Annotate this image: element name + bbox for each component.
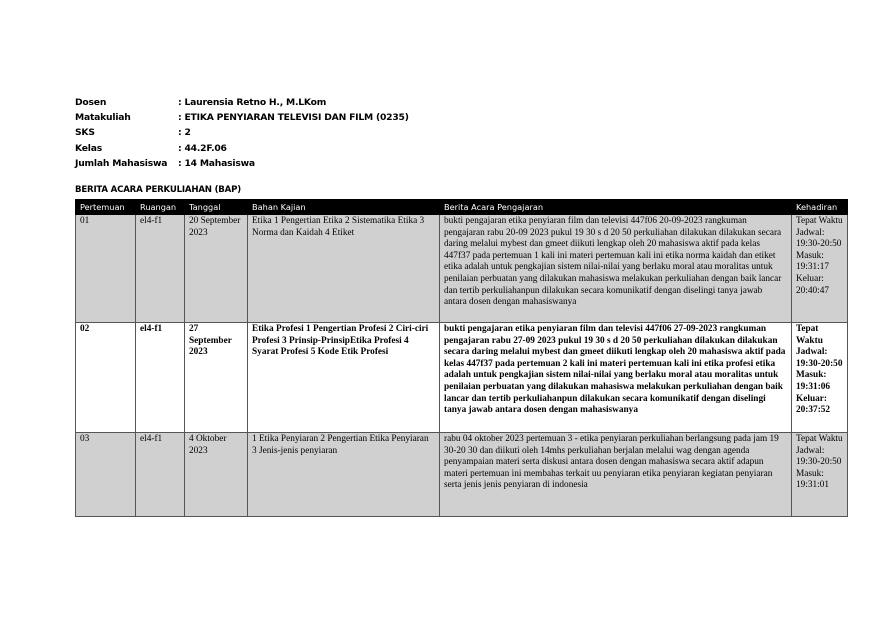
info-row-sks — [75, 125, 409, 140]
info-label: Dosen — [75, 97, 107, 108]
info-label: Matakuliah — [75, 112, 131, 124]
info-row-jumlah-mahasiswa — [75, 156, 409, 171]
cell-berita-acara: rabu 04 oktober 2023 pertemuan 3 - etika penyiaran perkuliahan berlangsung pada jam 19 30-20 30 dan diikuti oleh 14mhs perkuliahan berjalan melalui wag dengan agenda penyampaian materi serta diskusi antara dosen dengan mahasiswa secara aktif adapun materi pertemuan ini membahas terkait uu penyiaran etika penyiaran kegiatan penyiaran serta jenis jenis penyiaran di indonesia — [440, 433, 792, 517]
table-row — [76, 215, 848, 323]
info-label: Kelas — [75, 142, 103, 154]
info-value: : ETIKA PENYIARAN TELEVISI DAN FILM (0235) — [178, 112, 409, 124]
cell-tanggal: 27 September 2023 — [185, 323, 248, 433]
cell-kehadiran: Tepat Waktu Jadwal: 19:30-20:50 Masuk: 19:31:06 Keluar: 20:37:52 — [792, 323, 848, 433]
column-header-kehadiran: Kehadiran — [792, 200, 848, 215]
cell-ruangan: el4-f1 — [136, 323, 185, 433]
cell-berita-acara: bukti pengajaran etika penyiaran film dan televisi 447f06 20-09-2023 rangkuman pengajaran rabu 20-09 2023 pukul 19 30 s d 20 50 perkuliahan dilakukan dilakukan secara daring melalui mybest dan gmeet diikuti lengkap oleh 20 mahasiswa aktif pada kelas 447f37 pada pertemuan 1 kali ini materi pertemuan kali ini etika norma kaidah dan etiket etika adalah untuk pengkajian sistem nilai-nilai yang berlaku moral atau moralitas untuk penilaian perbuatan yang dilakukan mahasiswa melakukan perkuliahan dengan baik lancar dan tertib perkuliahanpun dilakukan secara komunikatif dengan diselingi tanya jawab antara dosen dengan mahasiswanya — [440, 215, 792, 323]
cell-bahan-kajian: 1 Etika Penyiaran 2 Pengertian Etika Penyiaran 3 Jenis-jenis penyiaran — [248, 433, 440, 517]
table-row — [76, 433, 848, 517]
cell-bahan-kajian: Etika 1 Pengertian Etika 2 Sistematika Etika 3 Norma dan Kaidah 4 Etiket — [248, 215, 440, 323]
column-header-pertemuan: Pertemuan — [76, 200, 136, 215]
cell-ruangan: el4-f1 — [136, 215, 185, 323]
cell-ruangan: el4-f1 — [136, 433, 185, 517]
cell-tanggal: 4 Oktober 2023 — [185, 433, 248, 517]
column-header-berita-acara: Berita Acara Pengajaran — [440, 200, 792, 215]
info-value: : Laurensia Retno H., M.LKom — [178, 97, 327, 108]
cell-kehadiran: Tepat Waktu Jadwal: 19:30-20:50 Masuk: 19:31:01 — [792, 433, 848, 517]
cell-pertemuan: 01 — [76, 215, 136, 323]
info-label: Jumlah Mahasiswa — [75, 157, 168, 169]
course-info — [75, 95, 409, 171]
info-row-matakuliah — [75, 110, 409, 125]
info-value: : 14 Mahasiswa — [178, 157, 255, 169]
cell-pertemuan: 02 — [76, 323, 136, 433]
cell-pertemuan: 03 — [76, 433, 136, 517]
column-header-bahan-kajian: Bahan Kajian — [248, 200, 440, 215]
table-header-row — [76, 200, 848, 215]
column-header-tanggal: Tanggal — [185, 200, 248, 215]
table-row — [76, 323, 848, 433]
cell-bahan-kajian: Etika Profesi 1 Pengertian Profesi 2 Ciri-ciri Profesi 3 Prinsip-PrinsipEtika Profesi 4 Syarat Profesi 5 Kode Etik Profesi — [248, 323, 440, 433]
bap-table — [75, 199, 848, 517]
info-label: SKS — [75, 127, 95, 139]
column-header-ruangan: Ruangan — [136, 200, 185, 215]
cell-berita-acara: bukti pengajaran etika penyiaran film dan televisi 447f06 27-09-2023 rangkuman pengajaran rabu 27-09 2023 pukul 19 30 s d 20 50 perkuliahan dilakukan dilakukan secara daring melalui mybest dan gmeet diikuti lengkap oleh 20 mahasiswa aktif pada kelas 447f37 pada pertemuan 2 kali ini materi pertemuan kali ini etika profesi etika adalah untuk pengkajian sistem nilai-nilai yang berlaku moral atau moralitas untuk penilaian perbuatan yang dilakukan mahasiswa melakukan perkuliahan dengan baik lancar dan tertib perkuliahanpun dilakukan secara komunikatif dengan diselingi tanya jawab antara dosen dengan mahasiswanya — [440, 323, 792, 433]
cell-kehadiran: Tepat Waktu Jadwal: 19:30-20:50 Masuk: 19:31:17 Keluar: 20:40:47 — [792, 215, 848, 323]
section-title: BERITA ACARA PERKULIAHAN (BAP) — [75, 185, 241, 195]
info-row-kelas — [75, 141, 409, 156]
cell-tanggal: 20 September 2023 — [185, 215, 248, 323]
info-row-dosen — [75, 95, 409, 110]
info-value: : 44.2F.06 — [178, 142, 227, 154]
info-value: : 2 — [178, 127, 191, 139]
